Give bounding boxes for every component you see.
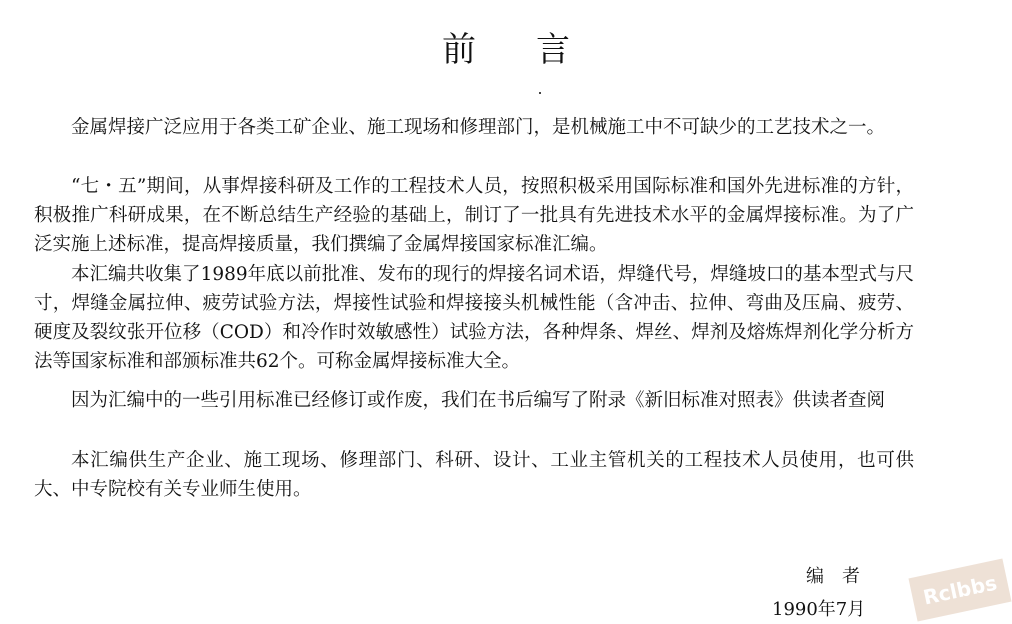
page-title: 前言 bbox=[442, 30, 630, 70]
paragraph-2: “七・五”期间，从事焊接科研及工作的工程技术人员，按照积极采用国际标准和国外先进标准的方针，积极推广科研成果，在不断总结生产经验的基础上，制订了一批具有先进技术水平的金属焊接标准。为了广泛实施上述标准，提高焊接质量，我们撰编了金属焊接国家标准汇编。 bbox=[34, 176, 914, 255]
paragraph-1: 金属焊接广泛应用于各类工矿企业、施工现场和修理部门，是机械施工中不可缺少的工艺技术之一。 bbox=[71, 117, 886, 138]
ink-speck bbox=[539, 92, 541, 94]
signature-date: 1990年7月 bbox=[772, 599, 866, 620]
signature-author: 编者 bbox=[806, 566, 878, 587]
paragraph-3: 本汇编共收集了1989年底以前批准、发布的现行的焊接名词术语，焊缝代号，焊缝坡口的基本型式与尺寸，焊缝金属拉伸、疲劳试验方法，焊接性试验和焊接接头机械性能（含冲击、拉伸、弯曲及压扁、疲劳、硬度及裂纹张开位移（COD）和冷作时效敏感性）试验方法，各种焊条、焊丝、焊剂及熔炼焊剂化学分析方法等国家标准和部颁标准共62个。可称金属焊接标准大全。 bbox=[34, 264, 914, 372]
paragraph-4: 因为汇编中的一些引用标准已经修订或作废，我们在书后编写了附录《新旧标准对照表》供读者查阅 bbox=[71, 390, 886, 411]
watermark-stamp: Rclbbs bbox=[908, 559, 1011, 622]
paragraph-5: 本汇编供生产企业、施工现场、修理部门、科研、设计、工业主管机关的工程技术人员使用，也可供大、中专院校有关专业师生使用。 bbox=[34, 450, 914, 500]
